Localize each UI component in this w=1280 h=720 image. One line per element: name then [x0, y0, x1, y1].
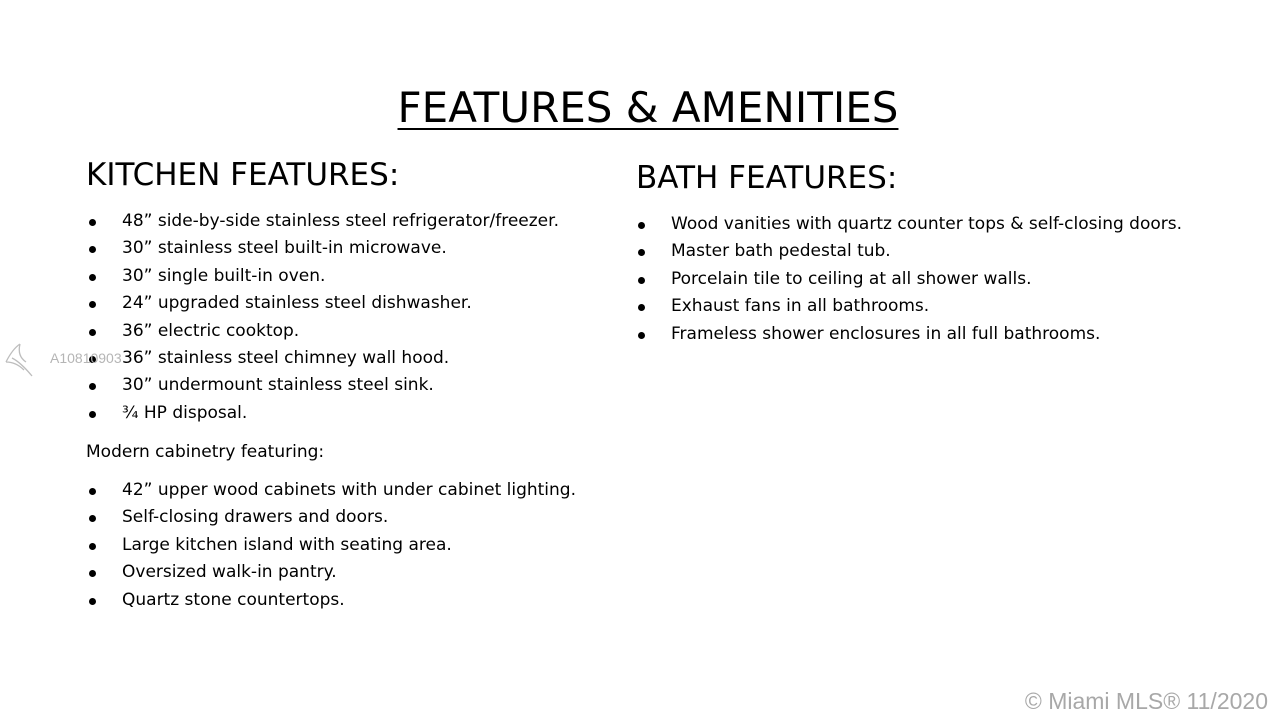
list-item-text: Exhaust fans in all bathrooms. [671, 296, 930, 317]
list-item-text: 36” electric cooktop. [122, 320, 300, 341]
list-item [636, 293, 1182, 320]
list-item-text: Frameless shower enclosures in all full bathrooms. [671, 323, 1101, 344]
list-item [87, 318, 559, 345]
list-item-text: Master bath pedestal tub. [671, 241, 891, 262]
kitchen-features-heading: KITCHEN FEATURES: [86, 157, 400, 193]
list-item [636, 238, 1182, 265]
list-item-text: Self-closing drawers and doors. [122, 507, 389, 528]
list-item [87, 477, 576, 504]
page-title: FEATURES & AMENITIES [397, 83, 899, 132]
list-item [87, 400, 559, 427]
list-item-text: 30” single built-in oven. [122, 265, 326, 286]
bullet-icon [89, 383, 96, 390]
list-item [87, 587, 576, 614]
list-item [636, 211, 1182, 238]
bullet-icon [638, 249, 645, 256]
bullet-icon [89, 246, 96, 253]
bullet-icon [89, 274, 96, 281]
bath-features-list [636, 211, 1182, 348]
list-item-text: Large kitchen island with seating area. [122, 534, 452, 555]
list-item [87, 345, 559, 372]
bullet-icon [89, 570, 96, 577]
bullet-icon [89, 515, 96, 522]
list-item-text: Porcelain tile to ceiling at all shower walls. [671, 268, 1032, 289]
list-item-text: ¾ HP disposal. [122, 402, 248, 423]
copyright-watermark: © Miami MLS® 11/2020 [1024, 688, 1268, 714]
bullet-icon [638, 277, 645, 284]
list-item [87, 532, 576, 559]
list-item [636, 321, 1182, 348]
list-item [87, 235, 559, 262]
list-item [87, 290, 559, 317]
bullet-icon [638, 222, 645, 229]
bullet-icon [89, 301, 96, 308]
list-item-text: Oversized walk-in pantry. [122, 562, 337, 583]
list-item-text: Wood vanities with quartz counter tops & self-closing doors. [671, 214, 1183, 234]
bullet-icon [89, 411, 96, 418]
list-item-text: 30” undermount stainless steel sink. [122, 375, 434, 396]
bullet-icon [638, 332, 645, 339]
bullet-icon [89, 488, 96, 495]
list-item [87, 559, 576, 586]
mls-logo-icon [2, 340, 36, 378]
bullet-icon [89, 329, 96, 336]
cabinetry-intro: Modern cabinetry featuring: [86, 442, 325, 462]
cabinetry-features-list [87, 477, 576, 614]
list-item-text: Quartz stone countertops. [122, 589, 345, 610]
list-item-text: 24” upgraded stainless steel dishwasher. [122, 293, 472, 314]
list-item-text: 48” side-by-side stainless steel refrigerator/freezer. [122, 211, 559, 231]
bullet-icon [89, 598, 96, 605]
listing-id-watermark: A10810903 [50, 350, 122, 366]
list-item [87, 372, 559, 399]
list-item [87, 263, 559, 290]
bullet-icon [89, 543, 96, 550]
bullet-icon [638, 304, 645, 311]
list-item [87, 504, 576, 531]
bullet-icon [89, 219, 96, 226]
list-item [636, 266, 1182, 293]
list-item-text: 36” stainless steel chimney wall hood. [122, 347, 450, 368]
list-item [87, 208, 559, 235]
list-item-text: 30” stainless steel built-in microwave. [122, 238, 447, 259]
kitchen-features-list [87, 208, 559, 427]
bath-features-heading: BATH FEATURES: [636, 160, 898, 196]
list-item-text: 42” upper wood cabinets with under cabinet lighting. [122, 480, 577, 500]
